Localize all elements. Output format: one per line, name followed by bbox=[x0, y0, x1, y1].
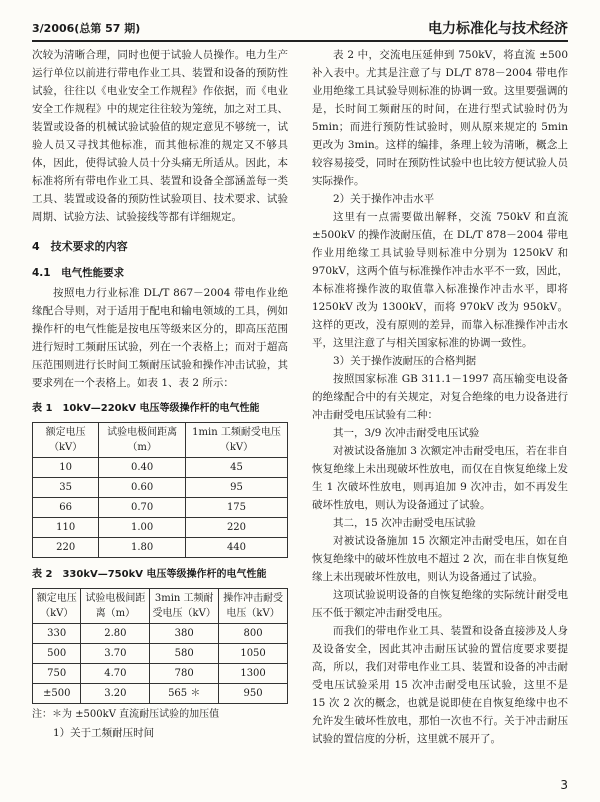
right-column bbox=[312, 46, 568, 748]
table-row bbox=[33, 644, 288, 664]
table-cell: 3.70 bbox=[81, 644, 150, 664]
paragraph: 这里有一点需要做出解释，交流 750kV 和直流 ±500kV 的操作波耐压值，在 DL/T 878－2004 带电作业用绝缘工具试验导则标准中分别为 1250kV 和 970kV，这两个值与标准操作冲击水平不一致，因此，本标准将操作波的取值靠入标准操作冲击水平，即将 1250kV 改为 1300kV，而将 970kV 改为 950kV。这样的更改，没有原则的差异，而靠入标准操作冲击水平，这里注意了与相关国家标准的协调一致性。 bbox=[312, 211, 568, 349]
paragraph: 对被试设备施加 15 次额定冲击耐受电压，如在自恢复绝缘中的破坏性放电不超过 2 次，而在非自恢复绝缘上未出现破坏性放电，则认为设备通过了试验。 bbox=[312, 535, 568, 583]
table-row bbox=[33, 498, 288, 518]
table-cell: 950 bbox=[219, 684, 288, 704]
item-3-heading: 3）关于操作波耐压的合格判据 bbox=[333, 355, 477, 367]
table-cell: 440 bbox=[185, 538, 287, 558]
table-cell: 1300 bbox=[219, 664, 288, 684]
page-number: 3 bbox=[560, 778, 568, 792]
table-cell: 1.80 bbox=[99, 538, 186, 558]
table-cell: ±500 bbox=[33, 684, 81, 704]
left-column bbox=[32, 46, 288, 742]
table2-header-row bbox=[33, 589, 288, 624]
table-cell: 750 bbox=[33, 664, 81, 684]
table1 bbox=[32, 422, 288, 558]
table-cell: 220 bbox=[33, 538, 99, 558]
table-cell: 330 bbox=[33, 624, 81, 644]
paragraph: 而我们的带电作业工具、装置和设备直接涉及人身及设备安全，因此其冲击耐压试验的置信度要求要提高，所以，我们对带电作业工具、装置和设备的冲击耐受电压试验采用 15 次冲击耐受电压试验，这里不是 15 次 2 次的概念，也就是说即使在自恢复绝缘中也不允许发生破坏性放电，那怕一次也不行。关于冲击耐压试验的置信度的分析，这里就不展开了。 bbox=[312, 625, 568, 745]
paragraph: 按照国家标准 GB 311.1－1997 高压输变电设备的绝缘配合中的有关规定，对复合绝缘的电力设备进行冲击耐受电压试验有二种： bbox=[312, 373, 568, 421]
item-1-heading: 1）关于工频耐压时间 bbox=[53, 727, 155, 739]
table-cell: 110 bbox=[33, 518, 99, 538]
table-cell: 66 bbox=[33, 498, 99, 518]
section-4-heading: 4 技术要求的内容 bbox=[32, 240, 128, 253]
table1-header-cell: 额定电压（kV） bbox=[33, 423, 99, 458]
table-cell: 0.60 bbox=[99, 478, 186, 498]
section-4-1-heading: 4.1 电气性能要求 bbox=[32, 267, 125, 279]
table2-header-cell: 3min 工频耐受电压（kV） bbox=[150, 589, 219, 624]
method-1-heading: 其一，3/9 次冲击耐受电压试验 bbox=[333, 427, 480, 439]
table-cell: 3.20 bbox=[81, 684, 150, 704]
table2-header-cell: 额定电压（kV） bbox=[33, 589, 81, 624]
table-cell: 0.70 bbox=[99, 498, 186, 518]
page-header bbox=[32, 10, 568, 42]
table1-header-row bbox=[33, 423, 288, 458]
table-cell: 780 bbox=[150, 664, 219, 684]
table-cell: 1050 bbox=[219, 644, 288, 664]
table-cell: 2.80 bbox=[81, 624, 150, 644]
table2-header-cell: 试验电极间距离（m） bbox=[81, 589, 150, 624]
table2-header-cell: 操作冲击耐受电压（kV） bbox=[219, 589, 288, 624]
table-row bbox=[33, 684, 288, 704]
table-row bbox=[33, 664, 288, 684]
table2-caption: 表 2 330kV—750kV 电压等级操作杆的电气性能 bbox=[32, 569, 267, 580]
method-2-heading: 其二，15 次冲击耐受电压试验 bbox=[333, 517, 476, 529]
table-cell: 380 bbox=[150, 624, 219, 644]
paragraph: 对被试设备施加 3 次额定冲击耐受电压，若在非自恢复绝缘上未出现破坏性放电，而仅在自恢复绝缘上发生 1 次破坏性放电，则再追加 9 次冲击，如不再发生破坏性放电，则认为设备通过了试验。 bbox=[312, 445, 568, 511]
table-cell: 500 bbox=[33, 644, 81, 664]
table1-header-cell: 试验电极间距离（m） bbox=[99, 423, 186, 458]
table1-caption: 表 1 10kV—220kV 电压等级操作杆的电气性能 bbox=[32, 403, 260, 414]
table-cell: 565 ＊ bbox=[150, 684, 219, 704]
table-row bbox=[33, 518, 288, 538]
table-cell: 580 bbox=[150, 644, 219, 664]
section-4-1-paragraph: 按照电力行业标准 DL/T 867－2004 带电作业绝缘配合导则，对于适用于配电和输电领域的工具，例如操作杆的电气性能是按电压等级来区分的，即高压范围进行短时工频耐压试验，列在一个表格上；而对于超高压范围则进行长时间工频耐压试验和操作冲击试验，其要求列在一个表格上。如表 1、表 2 所示： bbox=[32, 287, 288, 389]
table-cell: 220 bbox=[185, 518, 287, 538]
issue-label: 3/2006(总第 57 期) bbox=[32, 22, 141, 35]
paragraph: 这项试验说明设备的自恢复绝缘的实际统计耐受电压不低于额定冲击耐受电压。 bbox=[312, 589, 568, 619]
table-row bbox=[33, 538, 288, 558]
item-2-heading: 2）关于操作冲击水平 bbox=[333, 193, 435, 205]
table-row bbox=[33, 624, 288, 644]
table-row bbox=[33, 458, 288, 478]
table2-note: 注：＊为 ±500kV 直流耐压试验的加压值 bbox=[32, 709, 220, 720]
table-cell: 45 bbox=[185, 458, 287, 478]
table1-header-cell: 1min 工频耐受电压（kV） bbox=[185, 423, 287, 458]
paragraph: 表 2 中，交流电压延伸到 750kV，将直流 ±500 补入表中。尤其是注意了与 DL/T 878－2004 带电作业用绝缘工具试验导则标准的协调一致。这里要强调的是，长时间工频耐压的时间，在进行型式试验时仍为 5min；而进行预防性试验时，则从原来规定的 5min 更改为 3min。这样的编排，条理上较为清晰，概念上较容易接受，同时在预防性试验中也比较方便试验人员实际操作。 bbox=[312, 49, 568, 187]
table-cell: 1.00 bbox=[99, 518, 186, 538]
table-cell: 35 bbox=[33, 478, 99, 498]
table-cell: 800 bbox=[219, 624, 288, 644]
table-cell: 4.70 bbox=[81, 664, 150, 684]
journal-title: 电力标准化与技术经济 bbox=[428, 21, 568, 37]
table-cell: 95 bbox=[185, 478, 287, 498]
table-cell: 10 bbox=[33, 458, 99, 478]
table-cell: 0.40 bbox=[99, 458, 186, 478]
table2 bbox=[32, 588, 288, 704]
table-cell: 175 bbox=[185, 498, 287, 518]
intro-paragraph: 次较为清晰合理，同时也便于试验人员操作。电力生产运行单位以前进行带电作业工具、装置和设备的预防性试验，往往以《电业安全工作规程》作依据，而《电业安全工作规程》中的规定往往较为笼统，加之对工具、装置或设备的机械试验试验值的规定意见不够统一，试验人员又寻找其他标准，而其他标准的规定又不够具体，因此，使得试验人员十分头痛无所适从。因此，本标准将所有带电作业工具、装置和设备全部涵盖每一类工具、装置或设备的预防性试验项目、技术要求、试验周期、试验方法、试验接线等都有详细规定。 bbox=[32, 49, 288, 223]
table-row bbox=[33, 478, 288, 498]
